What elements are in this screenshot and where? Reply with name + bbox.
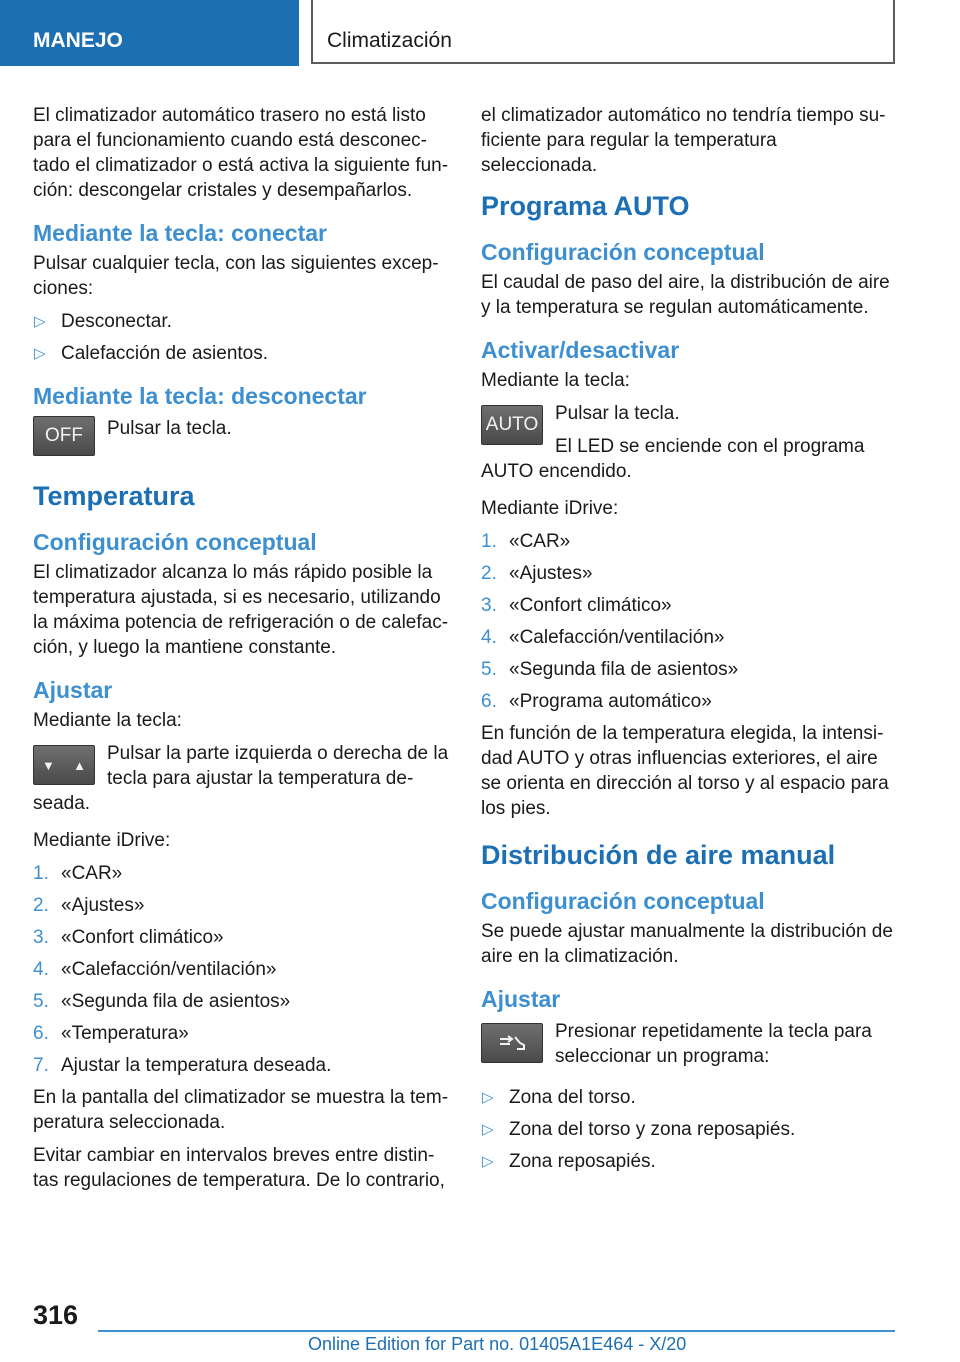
- temp-key-text: Pulsar la parte izquierda o derecha de la tecla para ajustar la temperatura de-seada.: [33, 743, 449, 814]
- section-tab: [0, 0, 299, 66]
- temp-key-block: [33, 741, 449, 816]
- air-flow-icon: [497, 1033, 527, 1053]
- page-title: Climatización: [327, 29, 452, 52]
- auto-key-text-2: El LED se enciende con el programa AUTO encendido.: [481, 436, 865, 482]
- triangle-bullet-icon: ▷: [482, 1121, 494, 1138]
- list-item: ▷ Calefacción de asientos.: [34, 343, 269, 364]
- idrive-steps: [481, 529, 897, 714]
- left-column: [33, 103, 449, 1201]
- connect-list: [33, 309, 449, 366]
- heading-concept-2: Configuración conceptual: [481, 888, 765, 914]
- off-key-text: Pulsar la tecla.: [107, 418, 232, 439]
- heading-concept: Configuración conceptual: [481, 239, 765, 265]
- heading-adjust: Ajustar: [33, 677, 113, 703]
- list-item: 2. «Ajustes»: [33, 895, 145, 916]
- heading-manual-distribution: Distribución de aire manual: [481, 840, 836, 870]
- up-arrow-icon: ▲: [73, 757, 86, 773]
- section-label: MANEJO: [33, 29, 123, 52]
- after-paragraph-1: En la pantalla del climatizador se muestra la tem-peratura seleccionada.: [33, 1087, 449, 1133]
- list-item: 6. «Programa automático»: [481, 691, 712, 712]
- heading-auto-program: Programa AUTO: [481, 191, 690, 221]
- list-item: ▷ Zona del torso.: [482, 1087, 636, 1108]
- manual-text: Se puede ajustar manualmente la distribución de aire en la climatización.: [481, 921, 893, 967]
- idrive-steps: [33, 861, 449, 1078]
- list-item: ▷ Desconectar.: [34, 311, 172, 332]
- right-column: [481, 103, 897, 1181]
- list-item: 4. «Calefacción/ventilación»: [481, 627, 725, 648]
- triangle-bullet-icon: ▷: [34, 313, 46, 330]
- intro-paragraph: El climatizador automático trasero no está listo para el funcionamiento cuando está desconec-tado el climatizador o está activa la siguiente fun-ción: descongelar cristales y desempañarlos.: [33, 105, 449, 201]
- off-key-block: [33, 416, 449, 462]
- list-item: 6. «Temperatura»: [33, 1023, 189, 1044]
- list-item: 1. «CAR»: [33, 863, 123, 884]
- triangle-bullet-icon: ▷: [482, 1089, 494, 1106]
- air-distribution-key-icon: [481, 1023, 543, 1063]
- triangle-bullet-icon: ▷: [482, 1153, 494, 1170]
- after-paragraph-2: Evitar cambiar en intervalos breves entre distin-tas regulaciones de temperatura. De lo contrario,: [33, 1145, 445, 1191]
- heading-connect: Mediante la tecla: conectar: [33, 220, 327, 246]
- temperature-rocker-key-icon: [33, 745, 95, 785]
- heading-temperature: Temperatura: [33, 481, 195, 511]
- list-item: 4. «Calefacción/ventilación»: [33, 959, 277, 980]
- after-paragraph: En función de la temperatura elegida, la intensi-dad AUTO y otras influencias exteriores, el aire se orienta en dirección al torso y al espacio para los pies.: [481, 723, 889, 819]
- list-item: 3. «Confort climático»: [481, 595, 672, 616]
- heading-adjust: Ajustar: [481, 986, 561, 1012]
- connect-text: Pulsar cualquier tecla, con las siguientes excep-ciones:: [33, 253, 439, 299]
- heading-concept: Configuración conceptual: [33, 529, 317, 555]
- edition-text: Online Edition for Part no. 01405A1E464 - X/20: [308, 1334, 687, 1354]
- list-item: 1. «CAR»: [481, 531, 571, 552]
- list-item: 5. «Segunda fila de asientos»: [33, 991, 291, 1012]
- triangle-bullet-icon: ▷: [34, 345, 46, 362]
- list-item: 5. «Segunda fila de asientos»: [481, 659, 739, 680]
- idrive-intro: Mediante iDrive:: [33, 830, 171, 851]
- auto-key-block: [481, 401, 897, 484]
- list-item: ▷ Zona del torso y zona reposapiés.: [482, 1119, 796, 1140]
- distribution-key-block: [481, 1019, 897, 1077]
- footer-divider: [98, 1330, 895, 1332]
- list-item: ▷ Zona reposapiés.: [482, 1151, 656, 1172]
- heading-disconnect: Mediante la tecla: desconectar: [33, 383, 367, 409]
- idrive-intro: Mediante iDrive:: [481, 498, 619, 519]
- key-intro: Mediante la tecla:: [481, 370, 630, 391]
- distribution-list: [481, 1085, 897, 1174]
- list-item: 2. «Ajustes»: [481, 563, 593, 584]
- concept-text: El climatizador alcanza lo más rápido posible la temperatura ajustada, si es necesario, utilizando la máxima potencia de refrigeración o de calefac-ción, y luego la mantiene constante.: [33, 562, 449, 658]
- auto-key-text-1: Pulsar la tecla.: [555, 403, 680, 424]
- list-item: 7. Ajustar la temperatura deseada.: [33, 1055, 332, 1076]
- heading-activate: Activar/desactivar: [481, 337, 680, 363]
- distribution-key-text: Presionar repetidamente la tecla para seleccionar un programa:: [555, 1021, 872, 1067]
- off-key-icon: OFF: [33, 416, 95, 456]
- down-arrow-icon: ▼: [42, 757, 55, 773]
- page-number: 316: [33, 1300, 79, 1330]
- adjust-key-intro: Mediante la tecla:: [33, 710, 182, 731]
- continued-paragraph: el climatizador automático no tendría tiempo su-ficiente para regular la temperatura seleccionada.: [481, 105, 886, 176]
- auto-key-icon: AUTO: [481, 405, 543, 445]
- page-header: [311, 0, 895, 64]
- list-item: 3. «Confort climático»: [33, 927, 224, 948]
- concept-text: El caudal de paso del aire, la distribución de aire y la temperatura se regulan automáticamente.: [481, 272, 890, 318]
